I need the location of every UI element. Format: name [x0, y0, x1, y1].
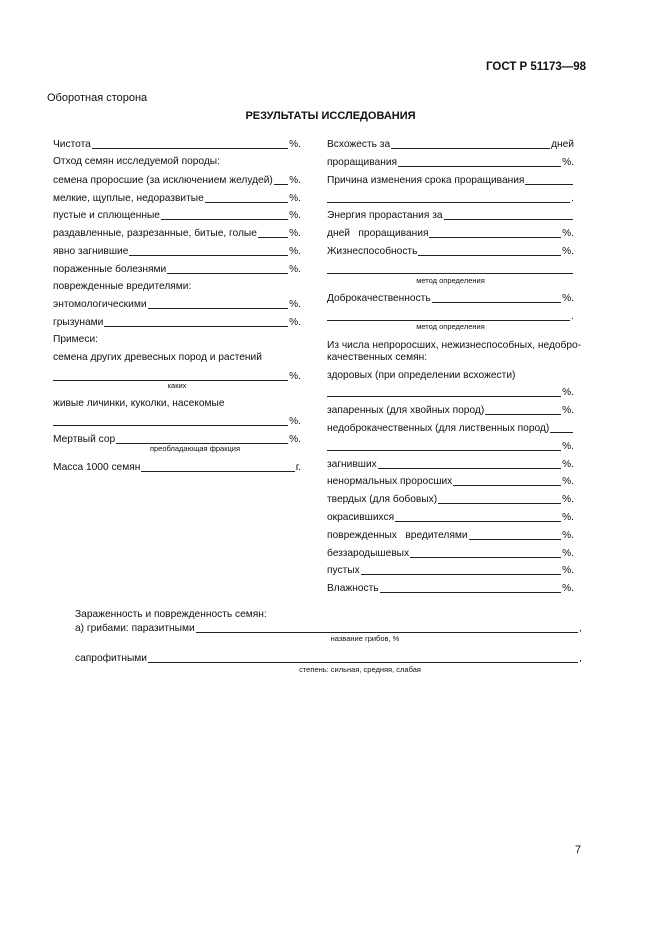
empty-seeds-row: пустых %.: [327, 565, 574, 576]
page-title: РЕЗУЛЬТАТЫ ИССЛЕДОВАНИЯ: [245, 110, 416, 122]
entomo-field[interactable]: [148, 298, 289, 309]
crushed-field[interactable]: [258, 227, 288, 238]
reason-row-2: .: [327, 191, 574, 205]
viability-method-field[interactable]: [327, 263, 573, 274]
abnormal-field[interactable]: [453, 475, 561, 486]
embryoless-row: беззародышевых %.: [327, 548, 574, 559]
energy-pct-row: дней проращивания %.: [327, 228, 574, 239]
viability-field[interactable]: [418, 245, 561, 256]
quality-method-field[interactable]: [327, 310, 570, 321]
moisture-row: Влажность %.: [327, 583, 574, 594]
page-number: 7: [575, 844, 582, 856]
germination-pct-field[interactable]: [398, 156, 561, 167]
entomo-row: энтомологическими %.: [53, 299, 301, 310]
damaged-field[interactable]: [469, 529, 562, 540]
moisture-field[interactable]: [380, 582, 562, 593]
poor-field-1[interactable]: [550, 422, 573, 433]
embryoless-field[interactable]: [410, 547, 561, 558]
unsprouted-header-1: Из числа непроросших, нежизнеспособных, недобро-: [327, 340, 582, 351]
pests-header: поврежденные вредителями:: [53, 281, 192, 292]
reason-field-1[interactable]: [525, 174, 573, 185]
germination-row: Всхожесть за дней: [327, 139, 574, 150]
waste-header: Отход семян исследуемой породы:: [53, 156, 220, 167]
larvae-field[interactable]: [53, 415, 288, 426]
empty-field[interactable]: [161, 209, 288, 220]
quality-method-caption: метод определения: [416, 322, 485, 331]
saprophytic-field[interactable]: [148, 652, 578, 663]
viability-method-row: [327, 262, 574, 276]
other-seeds-label: семена других древесных пород и растений: [53, 352, 262, 363]
poor-field-2[interactable]: [327, 440, 561, 451]
unsprouted-header-2: качественных семян:: [327, 352, 428, 363]
healthy-field[interactable]: [327, 386, 561, 397]
purity-label: Чистота: [53, 139, 91, 150]
hard-field[interactable]: [438, 493, 561, 504]
empty-row: пустые и сплющенные %.: [53, 210, 301, 221]
healthy-label: здоровых (при определении всхожести): [327, 370, 516, 381]
crushed-row: раздавленные, разрезанные, битые, голые %.: [53, 228, 301, 239]
poor-row: недоброкачественных (для лиственных пород): [327, 421, 574, 435]
mass-field[interactable]: [141, 461, 294, 472]
poor-row-2: %.: [327, 439, 574, 453]
abnormal-row: ненормальных проросших %.: [327, 476, 574, 487]
other-seeds-field[interactable]: [53, 370, 288, 381]
larvae-label: живые личинки, куколки, насекомые: [53, 398, 225, 409]
quality-field[interactable]: [432, 292, 561, 303]
saprophytic-row: сапрофитными ,: [75, 653, 582, 664]
dead-litter-field[interactable]: [116, 433, 288, 444]
reason-row: Причина изменения срока проращивания: [327, 173, 574, 187]
damaged-row: поврежденных вредителями %.: [327, 530, 574, 541]
rotten-field[interactable]: [129, 245, 288, 256]
germination-days-field[interactable]: [391, 138, 550, 149]
other-seeds-row: %.: [53, 369, 301, 383]
purity-field[interactable]: [92, 138, 288, 149]
empty-seeds-field[interactable]: [361, 564, 561, 575]
diseased-row: пораженные болезнями %.: [53, 264, 301, 275]
mass-row: Масса 1000 семян г.: [53, 462, 301, 473]
rotten-row: явно загнившие %.: [53, 246, 301, 257]
fraction-caption: преобладающая фракция: [149, 444, 241, 453]
energy-row: Энергия прорастания за: [327, 208, 574, 222]
side-label: Оборотная сторона: [47, 92, 148, 104]
reason-field-2[interactable]: [327, 192, 570, 203]
larvae-row: %.: [53, 414, 301, 428]
diseased-field[interactable]: [167, 263, 288, 274]
sprouted-row: семена проросшие (за исключением желудей) %.: [53, 175, 301, 186]
standard-number: ГОСТ Р 51173—98: [486, 61, 587, 73]
fungi-caption: название грибов, %: [330, 634, 400, 643]
dead-litter-row: Мертвый сор %.: [53, 434, 301, 445]
rotten-seeds-row: загнивших %.: [327, 459, 574, 470]
quality-method-row: .: [327, 309, 574, 323]
moldy-field[interactable]: [485, 404, 561, 415]
small-row: мелкие, щуплые, недоразвитые %.: [53, 193, 301, 204]
energy-days-field[interactable]: [444, 209, 573, 220]
viability-method-caption: метод определения: [416, 276, 485, 285]
rotten-seeds-field[interactable]: [378, 458, 561, 469]
energy-pct-field[interactable]: [429, 227, 561, 238]
moldy-row: запаренных (для хвойных пород) %.: [327, 405, 574, 416]
small-field[interactable]: [205, 192, 288, 203]
quality-row: Доброкачественность %.: [327, 293, 574, 304]
degree-caption: степень: сильная, средняя, слабая: [299, 665, 421, 674]
stained-row: окрасившихся %.: [327, 512, 574, 523]
which-caption: каких: [167, 381, 187, 390]
fungi-field[interactable]: [196, 622, 579, 633]
sprouted-field[interactable]: [274, 174, 288, 185]
impurities-header: Примеси:: [53, 334, 98, 345]
purity-row: Чистота %.: [53, 139, 301, 150]
healthy-row: %.: [327, 385, 574, 399]
rodents-field[interactable]: [104, 316, 288, 327]
fungi-row: а) грибами: паразитными ,: [75, 623, 582, 634]
hard-row: твердых (для бобовых) %.: [327, 494, 574, 505]
rodents-row: грызунами %.: [53, 317, 301, 328]
germination-pct-row: проращивания %.: [327, 157, 574, 168]
viability-row: Жизнеспособность %.: [327, 246, 574, 257]
infection-header: Зараженность и поврежденность семян:: [75, 609, 267, 620]
stained-field[interactable]: [395, 511, 561, 522]
